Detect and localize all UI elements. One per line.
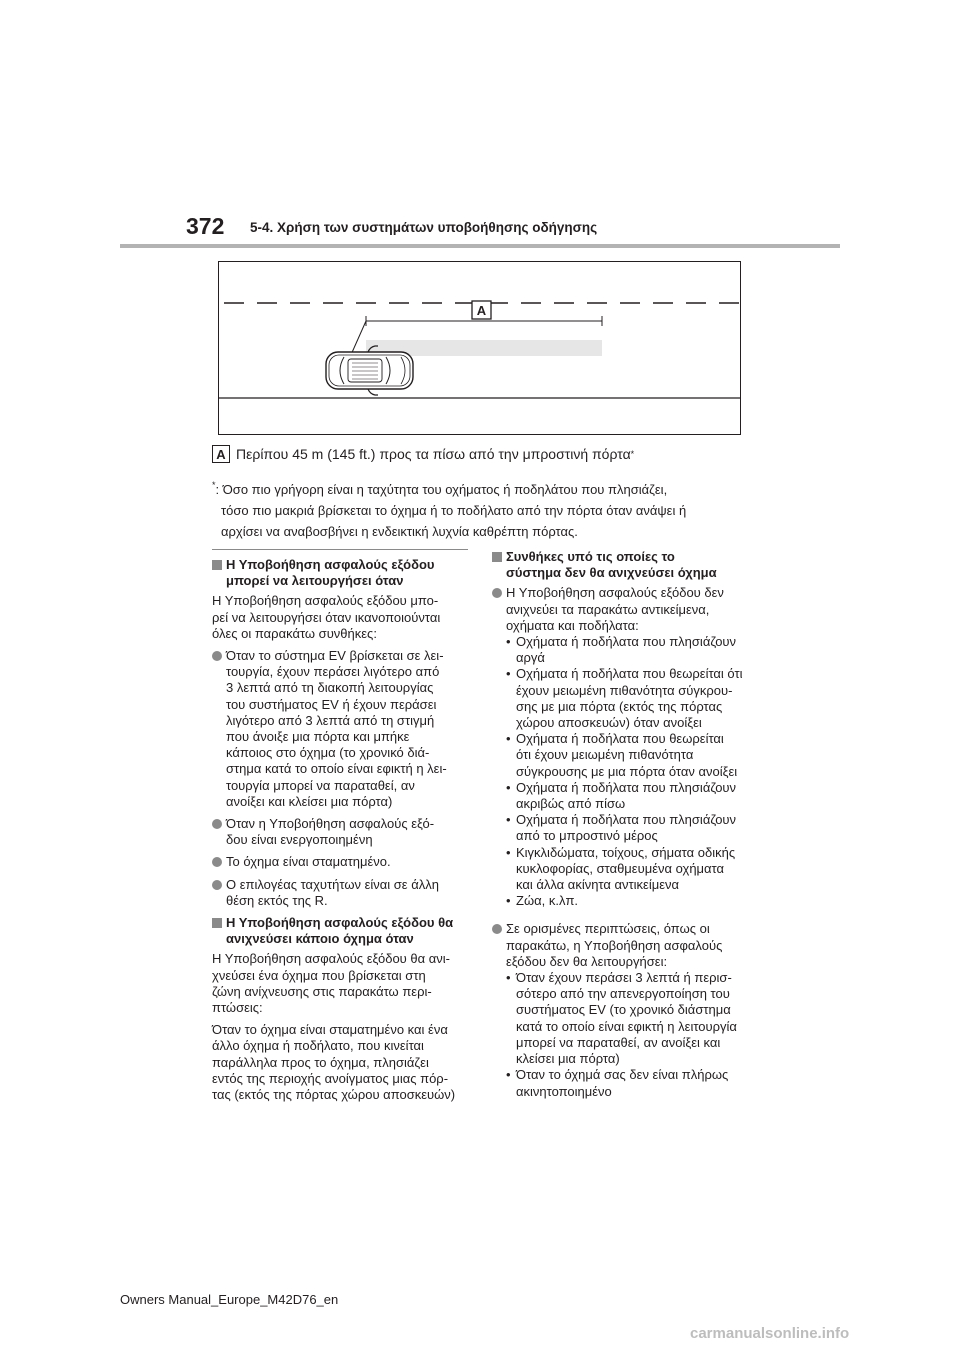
footnote-line: τόσο πιο μακριά βρίσκεται το όχημα ή το ποδήλατο από την πόρτα όταν ανάψει ή [221,503,687,518]
circle-bullet-icon [492,924,502,934]
sub-item: • Όταν έχουν περάσει 3 λεπτά ή περισ- σότερο από την απενεργοποίηση του συστήματος EV (το χρονικό διάστημα κατά το οποίο είναι εφικτή η λειτουργία μπορεί να παραταθεί, αν ανοίξει και κλείσει μια πόρτα) [506,970,737,1067]
footnote [212,475,752,542]
figure-caption [212,444,634,464]
page-number: 372 [186,213,225,239]
paragraph: Όταν το όχημα είναι σταματημένο και ένα άλλο όχημα ή ποδήλατο, που κινείται παράλληλα προς το όχημα, πλησιάζει εντός της περιοχής ανοίγματος μιας πόρ- τας (εκτός της πόρτας χώρου αποσκευών) [212,1022,456,1103]
heading-safe-exit-detection: Η Υποβοήθηση ασφαλούς εξόδου θα ανιχνεύσει κάποιο όχημα όταν [212,915,468,947]
sub-item: • Ζώα, κ.λπ. [506,893,579,909]
square-bullet-icon [212,560,222,570]
circle-bullet-icon [212,651,222,661]
sub-item: • Οχήματα ή ποδήλατα που θεωρείται ότι έχουν μειωμένη πιθανότητα σύγκρου- σης με μια πόρτα (εκτός της πόρτας χώρου αποσκευών) όταν ανοίξει [506,666,743,731]
bullet-item: Η Υποβοήθηση ασφαλούς εξόδου δεν ανιχνεύει τα παρακάτω αντικείμενα, οχήματα και ποδήλατα: • Οχήματα ή ποδήλατα που πλησιάζουν αργά • Οχήματα ή ποδήλατα που θεωρείται ότι έχουν μειωμένη πιθανότητα σύγκρου- σης με μια πόρτα (εκτός της πόρτας χώρου αποσκευών) όταν ανοίξει • Οχήματα ή ποδήλατα που θεωρείται ότι έχουν μειωμένη πιθανότητα σύγκρουσης με μια πόρτα όταν ανοίξει • Οχήματα ή ποδήλατα που πλησιάζουν ακριβώς από πίσω • Οχήματα ή ποδήλατα που πλησιάζουν από το μπροστινό μέρος • Κιγκλιδώματα, τοίχους, σήματα οδικής κυκλοφορίας, σταθμευμένα οχήματα και άλλα ακίνητα αντικείμενα • Ζώα, κ.λπ. [492,585,748,909]
sub-item: • Οχήματα ή ποδήλατα που θεωρείται ότι έχουν μειωμένη πιθανότητα σύγκρουσης με μια πόρτα όταν ανοίξει [506,731,738,779]
sub-item: • Κιγκλιδώματα, τοίχους, σήματα οδικής κυκλοφορίας, σταθμευμένα οχήματα και άλλα ακίνητα αντικείμενα [506,844,736,893]
heading-safe-exit-operation: Η Υποβοήθηση ασφαλούς εξόδου μπορεί να λειτουργήσει όταν [212,557,468,589]
footnote-line: αρχίσει να αναβοσβήνει η ενδεικτική λυχνία καθρέπτη πόρτας. [221,524,578,539]
car-icon [326,346,413,395]
sub-item: • Οχήματα ή ποδήλατα που πλησιάζουν ακριβώς από πίσω [506,779,737,812]
circle-bullet-icon [212,857,222,867]
square-bullet-icon [212,918,222,928]
watermark: carmanualsonline.info [690,1325,850,1342]
detection-zone-diagram [218,261,741,435]
footnote-line: : Όσο πιο γρήγορη είναι η ταχύτητα του οχήματος ή ποδηλάτου που πλησιάζει, [215,482,668,497]
bullet-item: Όταν το σύστημα EV βρίσκεται σε λει- τουργία, έχουν περάσει λιγότερο από 3 λεπτά από τη διακοπή λειτουργίας του συστήματος EV ή έχουν περάσει λιγότερο από 3 λεπτά από τη στιγμή που άνοιξε μια πόρτα και μπήκε κάποιος στο όχημα (το χρονικό διά- στημα κατά το οποίο είναι εφικτή η λει- τουργία μπορεί να παραταθεί, αν ανοίξει και κλείσει μια πόρτα) [212,648,468,810]
heading-non-detection-conditions: Συνθήκες υπό τις οποίες το σύστημα δεν θα ανιχνεύσει όχημα [492,549,748,581]
header-divider [120,244,840,248]
sub-item: • Οχήματα ή ποδήλατα που πλησιάζουν αργά [506,634,737,666]
footnote-marker: * [212,480,216,490]
label-a-text: A [476,303,487,318]
bullet-item: Σε ορισμένες περιπτώσεις, όπως οι παρακάτω, η Υποβοήθηση ασφαλούς εξόδου δεν θα λειτουργήσει: • Όταν έχουν περάσει 3 λεπτά ή περισ- σότερο από την απενεργοποίηση του συστήματος EV (το χρονικό διάστημα κατά το οποίο είναι εφικτή η λειτουργία μπορεί να παραταθεί, αν ανοίξει και κλείσει μια πόρτα) • Όταν το όχημά σας δεν είναι πλήρως ακινητοποιημένο [492,921,748,1099]
bullet-item: Όταν η Υποβοήθηση ασφαλούς εξό- δου είναι ενεργοποιημένη [212,816,468,848]
sub-item: • Οχήματα ή ποδήλατα που πλησιάζουν από το μπροστινό μέρος [506,812,737,844]
circle-bullet-icon [492,588,502,598]
caption-label-a: A [212,445,230,463]
circle-bullet-icon [212,880,222,890]
square-bullet-icon [492,552,502,562]
caption-asterisk: * [630,449,635,459]
sub-item: • Όταν το όχημά σας δεν είναι πλήρως ακινητοποιημένο [506,1067,729,1099]
section-title: 5-4. Χρήση των συστημάτων υποβοήθησης οδήγησης [250,220,598,235]
caption-text: Περίπου 45 m (145 ft.) προς τα πίσω από την μπροστινή πόρτα [236,446,631,462]
circle-bullet-icon [212,819,222,829]
right-column [492,549,748,1106]
bullet-item: Ο επιλογέας ταχυτήτων είναι σε άλλη θέση εκτός της R. [212,877,468,909]
bullet-item: Το όχημα είναι σταματημένο. [212,854,468,870]
left-column [212,549,468,1109]
paragraph: Η Υποβοήθηση ασφαλούς εξόδου θα ανι- χνεύσει ένα όχημα που βρίσκεται στη ζώνη ανίχνευσης στις παρακάτω περι- πτώσεις: [212,951,450,1016]
paragraph: Η Υποβοήθηση ασφαλούς εξόδου μπο- ρεί να λειτουργήσει όταν ικανοποιούνται όλες οι παρακάτω συνθήκες: [212,593,441,641]
footer-text: Owners Manual_Europe_M42D76_en [120,1292,339,1307]
